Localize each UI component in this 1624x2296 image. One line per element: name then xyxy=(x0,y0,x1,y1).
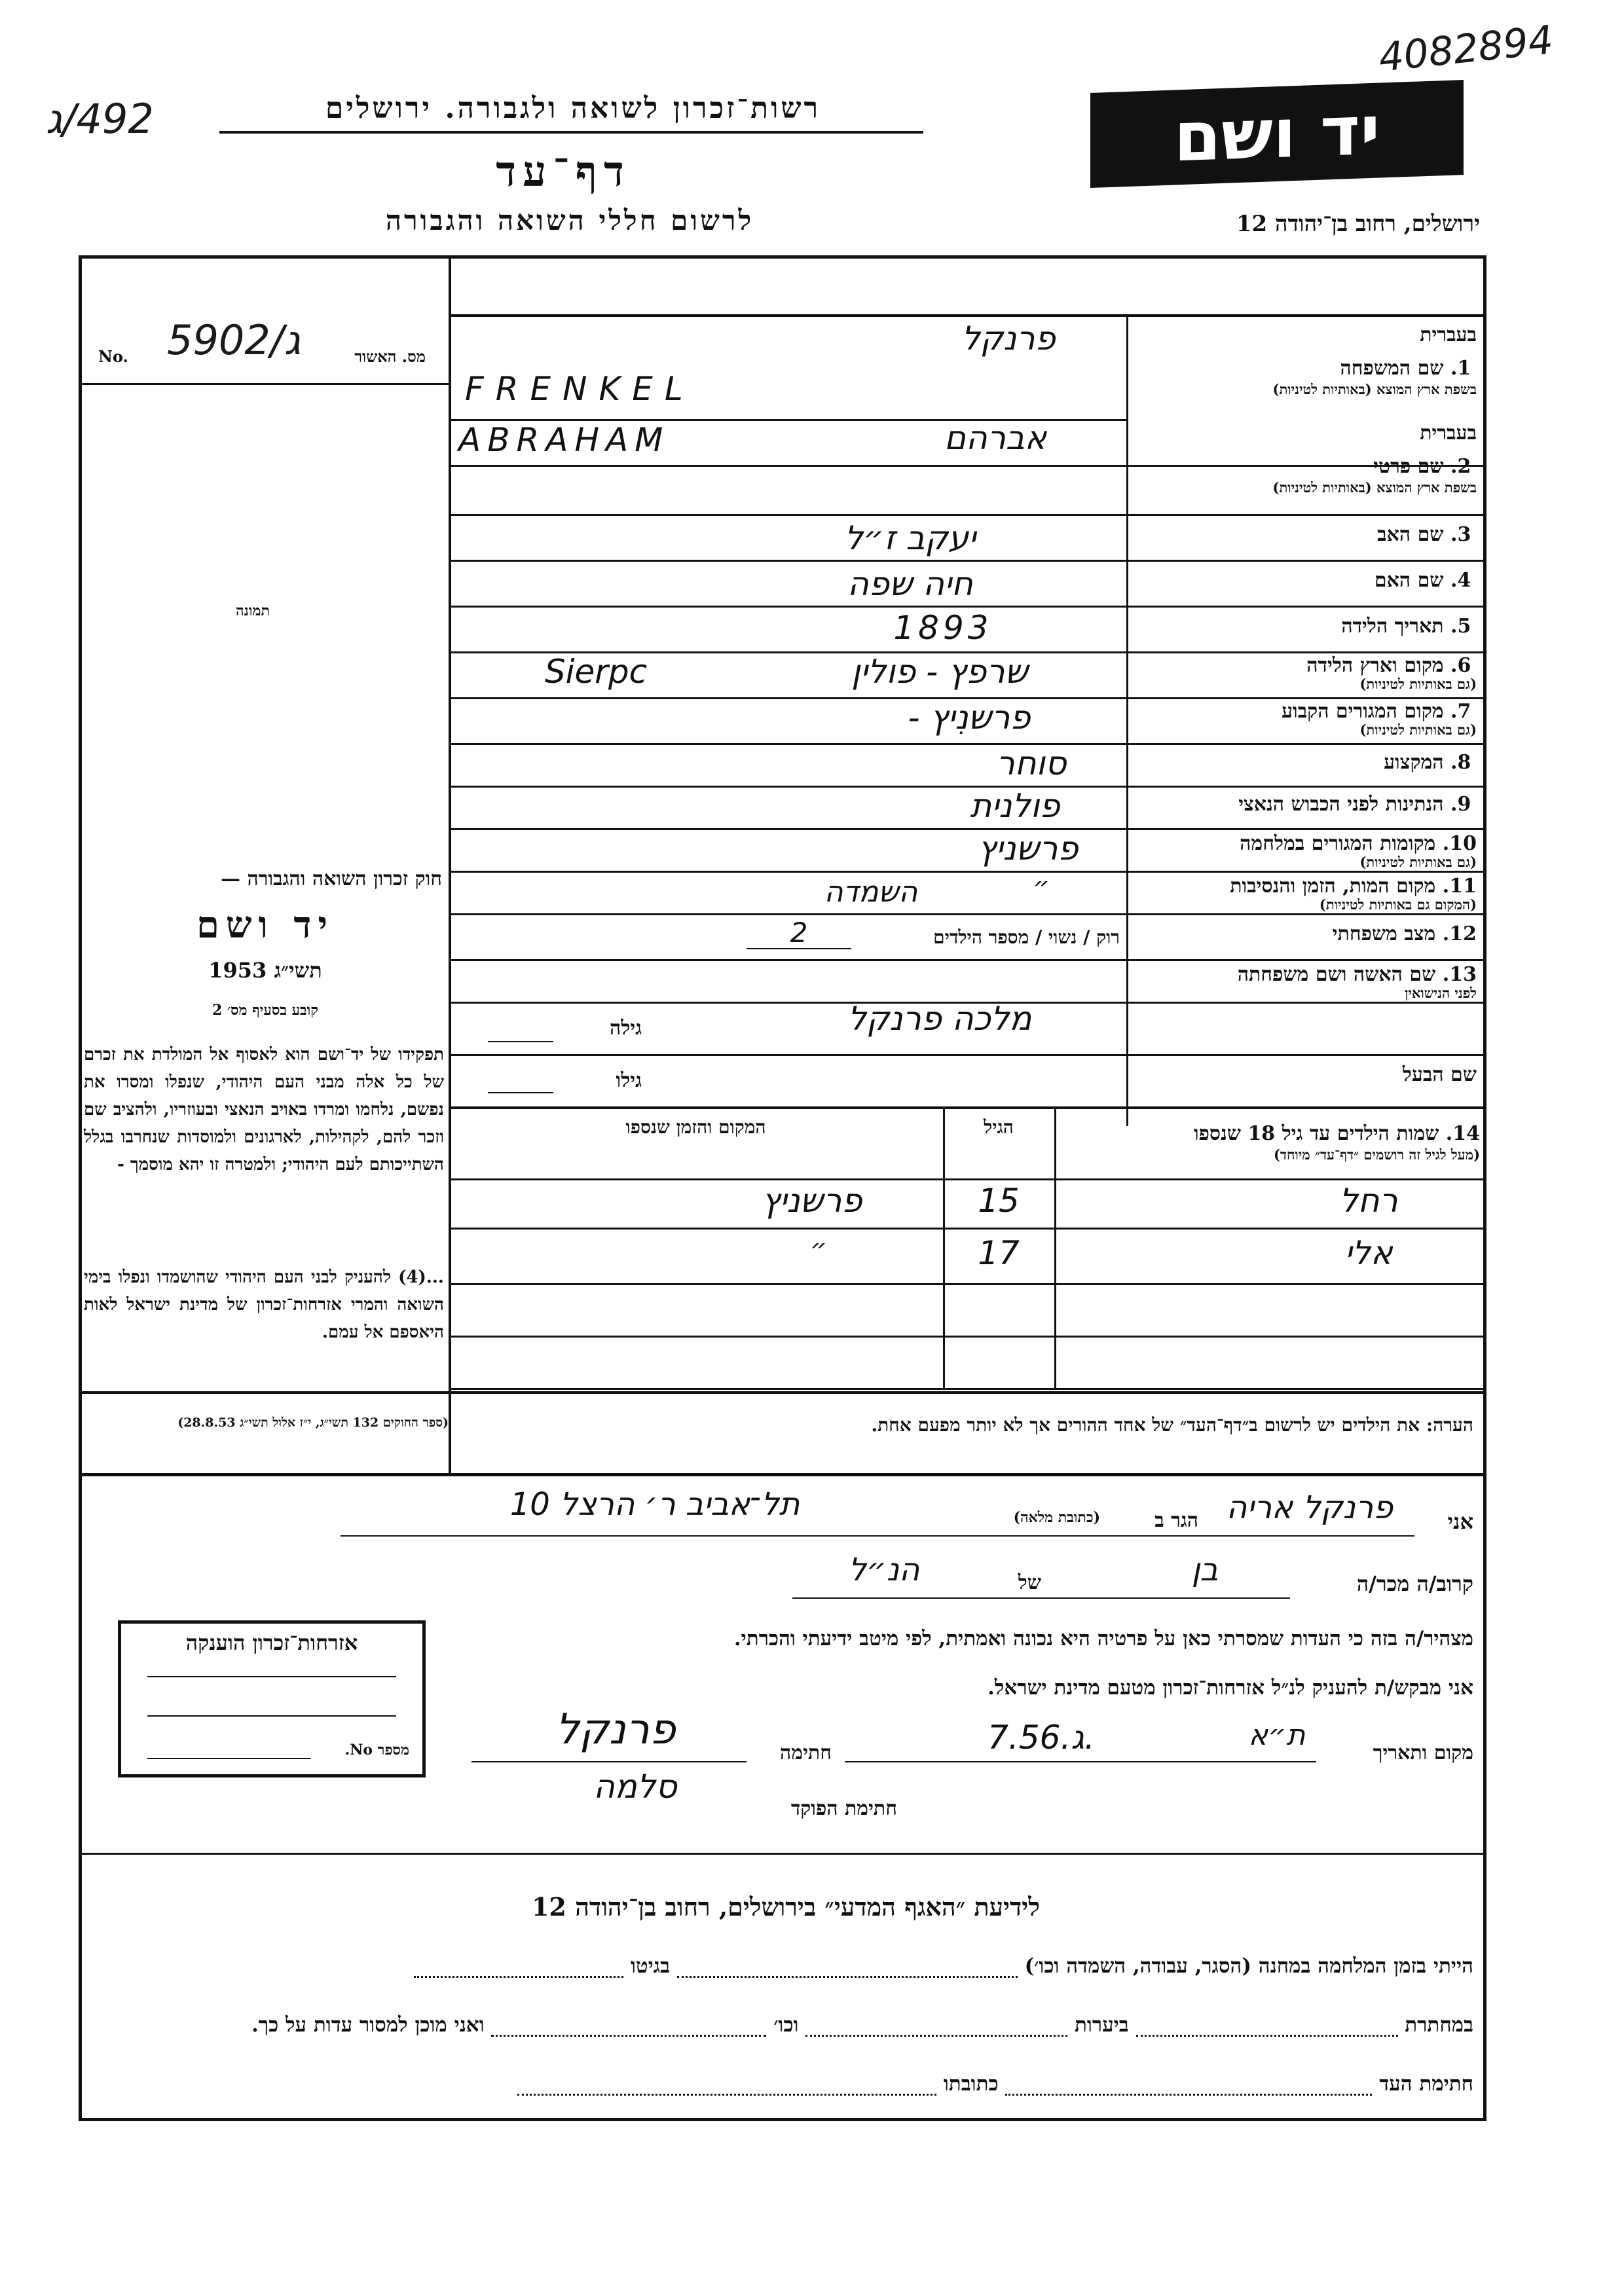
sheet-title: דף־עד xyxy=(496,147,631,196)
field-13-value: מלכה פרנקל xyxy=(847,1000,1032,1038)
field-12-value: 2 xyxy=(790,917,808,949)
law-section: קובע בסעיף מס׳ 2 xyxy=(212,1002,319,1019)
field-10-label: 10. מקומות המגורים במלחמה (גם באותיות לטיניות) xyxy=(1240,832,1477,870)
field-2-heb-tag: בעברית xyxy=(1420,422,1477,445)
authority-title: רשות־זכרון לשואה ולגבורה. ירושלים xyxy=(325,92,821,125)
of-label: של xyxy=(1018,1571,1041,1594)
declarant-i-label: אני xyxy=(1447,1509,1473,1534)
citizenship-box xyxy=(118,1620,426,1777)
footer-line-3: חתימת העד כתובתו xyxy=(92,2072,1473,2096)
field-2-value-hebrew: אברהם xyxy=(944,419,1047,457)
field-12-options: רוק / נשוי / מספר הילדים xyxy=(933,926,1120,948)
declaration-text: מצהיר/ה בזה כי העדות שמסרתי כאן על פרטיה היא נכונה ואמתית, לפי מיטב ידיעתי והכרתי. xyxy=(733,1627,1473,1650)
field-3-label: 3. שם האב xyxy=(1377,523,1471,546)
remark: הערה: את הילדים יש לרשום ב״דף־העד״ של אחד ההורים אך לא יותר מפעם אחת. xyxy=(871,1414,1473,1436)
child-1-name: רחל xyxy=(1339,1182,1398,1220)
law-body: תפקידו של יד־ושם הוא לאסוף אל המולדת את זכרם של כל אלה מבני העם היהודי, שנפלו ומסרו את נפשם, נלחמו ומרדו באויב הנאצי ובעוזריו, ולהציב שם וזכר להם, לקהילות, לארגונים ולמוסדות שנחרבו בגלל השתייכותם לעם היהודי; ולמטרה זו יהא מוסמך - xyxy=(84,1045,444,1175)
law-body-2: ...(4) להעניק לבני העם היהודי שהושמדו ונפלו בימי השואה והמרי אזרחות־זכרון של מדינת ישראל לאות היאספם אל עמם. xyxy=(84,1267,444,1342)
field-5-value: 1893 xyxy=(893,609,993,647)
relation-value: בן xyxy=(1191,1552,1219,1588)
child-2-place: ״ xyxy=(810,1234,827,1264)
children-place-header: המקום והזמן שנספו xyxy=(625,1116,766,1138)
clerk-signature: סלמה xyxy=(593,1768,677,1806)
field-7-value: פרשנִיץ - xyxy=(908,699,1031,737)
address-note: (כתובת מלאה) xyxy=(1013,1509,1100,1526)
field-1-label: בעברית 1. שם המשפחה בשפת ארץ המוצא (באותיות לטיניות) xyxy=(1133,324,1477,397)
address: ירושלים, רחוב בן־יהודה 12 xyxy=(1236,211,1480,237)
citizenship-box-title: אזרחות־זכרון הוענקה xyxy=(185,1630,358,1655)
field-9-label: 9. הנתינות לפני הכבוש הנאצי xyxy=(1238,793,1471,816)
law-title: חוק זכרון השואה והגבורה — xyxy=(221,867,442,890)
footer-line-1: הייתי בזמן המלחמה במחנה (הסגר, עבודה, השמדה וכו׳) בגיטו xyxy=(92,1954,1473,1978)
field-2-label: בעברית 2. שם פרטי בשפת ארץ המוצא (באותיות לטיניות) xyxy=(1133,422,1477,495)
child-1-place: פרשניץ xyxy=(762,1182,862,1220)
field-7-label: 7. מקום המגורים הקבוע (גם באותיות לטיניות) xyxy=(1282,700,1477,738)
child-2-age: 17 xyxy=(978,1234,1020,1272)
field-6-value-hebrew: שרפץ - פולין xyxy=(851,653,1028,691)
archive-number: 4082894 xyxy=(1376,17,1556,81)
field-6-value-latin: Sierpc xyxy=(544,653,648,691)
yad-vashem-logo xyxy=(1090,80,1464,188)
of-value: הנ״ל xyxy=(848,1552,920,1588)
clerk-label: חתימת הפוקד xyxy=(790,1797,897,1820)
field-5-label: 5. תאריך הלידה xyxy=(1341,615,1471,638)
field-8-value: סוחר xyxy=(996,744,1067,782)
signature-label: חתימה xyxy=(780,1741,832,1764)
date-value: 7.ג.56. xyxy=(987,1719,1095,1757)
field-13-label: 13. שם האשה ושם משפחתה לפני הנישואין xyxy=(1237,963,1477,1001)
law-year: תשי״ג 1953 xyxy=(208,958,322,983)
wife-age-label: גילה xyxy=(609,1017,642,1040)
left-reference: 492/ג xyxy=(46,95,154,143)
field-8-label: 8. המקצוע xyxy=(1384,751,1471,774)
law-source: (ספר החוקים 132 תשי״ג, י״ז אלול תשי״ג 28.8.53) xyxy=(177,1415,449,1430)
field-1-value-latin: FRENKEL xyxy=(465,370,695,408)
footer-heading: לידיעת ״האגף המדעי״ בירושלים, רחוב בן־יהודה 12 xyxy=(531,1892,1041,1922)
husband-age-label: גילו xyxy=(616,1069,642,1092)
declarant-address: תל־אביב ר׳ הרצל 10 xyxy=(509,1486,800,1523)
approval-number: 5902/ג xyxy=(167,316,301,364)
field-1-value-hebrew: פרנקל xyxy=(961,319,1056,357)
authority-underline xyxy=(219,131,923,134)
place-value: ת״א xyxy=(1248,1719,1306,1752)
child-2-name: אלי xyxy=(1344,1234,1393,1272)
children-age-header: הגיל xyxy=(984,1116,1014,1138)
law-name: יד ושם xyxy=(196,903,335,947)
field-11-label: 11. מקום המות, הזמן והנסיבות (המקום גם באותיות לטיניות) xyxy=(1230,875,1477,913)
signature-value: פרנקל xyxy=(555,1705,676,1754)
field-12-label: 12. מצב משפחתי xyxy=(1332,922,1477,945)
field-10-value: פרשניץ xyxy=(978,829,1079,867)
field-11-ditto: ״ xyxy=(1033,872,1050,902)
request-text: אני מבקש/ת להעניק לנ״ל אזרחות־זכרון מטעם מדינת ישראל. xyxy=(987,1676,1473,1700)
husband-label: שם הבעל xyxy=(1402,1063,1477,1086)
field-4-value: חיה שפה xyxy=(847,565,973,603)
field-4-label: 4. שם האם xyxy=(1374,569,1471,592)
field-3-value: יעקב ז״ל xyxy=(844,519,976,557)
child-1-age: 15 xyxy=(978,1182,1020,1220)
field-2-value-latin: ABRAHAM xyxy=(458,421,670,459)
children-title: 14. שמות הילדים עד גיל 18 שנספו (מעל לגיל זה רושמים ״דף־עד״ מיוחד) xyxy=(1193,1122,1480,1163)
photo-label: תמונה xyxy=(236,602,270,619)
approval-label: מס. האשור xyxy=(354,347,426,366)
resides-label: הגר ב xyxy=(1154,1509,1198,1532)
logo-text: יד ושם xyxy=(1173,90,1380,177)
declarant-name: פרנקל אריה xyxy=(1226,1489,1393,1526)
sheet-subtitle: לרשום חללי השואה והגבורה xyxy=(385,204,754,236)
footer-line-2: במחתרת ביערות וכו׳ ואני מוכן למסור עדות על כך. xyxy=(251,2013,1473,2037)
field-11-value: השמדה xyxy=(824,875,918,909)
field-9-value: פולנית xyxy=(970,787,1060,825)
place-date-label: מקום ותאריך xyxy=(1373,1741,1473,1764)
relative-label: קרוב/ה מכר/ה xyxy=(1356,1571,1473,1596)
citizenship-number-label: מספר No. xyxy=(344,1741,409,1758)
approval-no-label: No. xyxy=(98,347,128,366)
field-6-label: 6. מקום וארץ הלידה (גם באותיות לטיניות) xyxy=(1306,654,1477,692)
field-1-heb-tag: בעברית xyxy=(1420,323,1477,346)
